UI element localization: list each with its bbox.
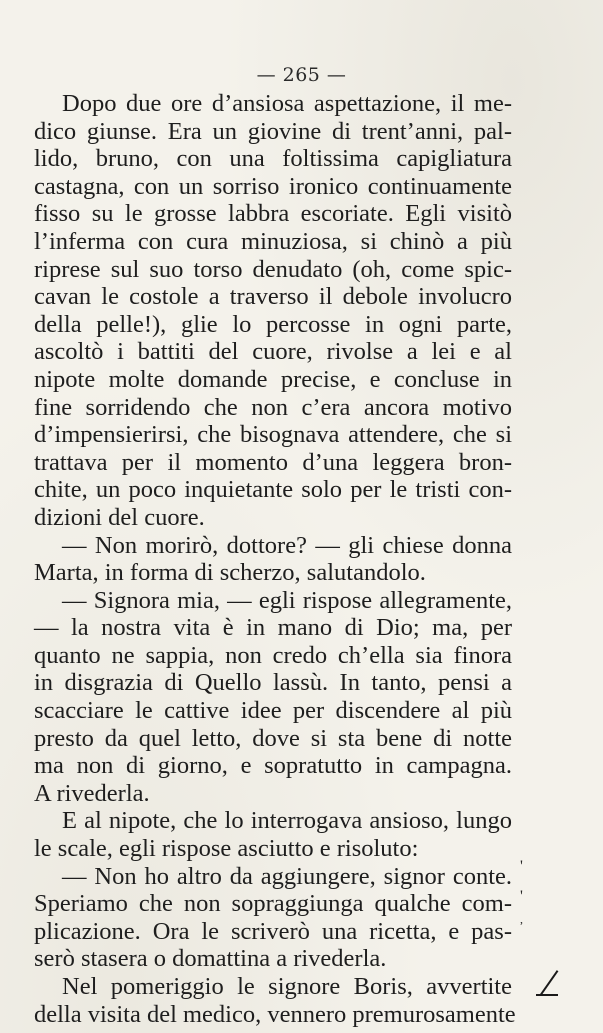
text-line: d’impensierirsi, che bisognava attendere, che si [34, 421, 512, 449]
text-line: Marta, in forma di scherzo, salutandolo. [34, 559, 426, 587]
text-line: ascoltò i battiti del cuore, rivolse a lei e al [34, 338, 512, 366]
text-line: l’inferma con cura minuziosa, si chinò a più [34, 227, 512, 255]
text-line: trattava per il momento d’una leggera bron- [34, 448, 512, 476]
text-line: — Signora mia, — egli rispose allegramente, [62, 586, 512, 614]
text-line: riprese sul suo torso denudato (oh, come spic- [34, 255, 512, 283]
text-line: quanto ne sappia, non credo ch’ella sia finora [34, 641, 512, 669]
pencil-mark-underline [536, 994, 558, 996]
text-line: presto da quel letto, dove si sta bene di notte [34, 724, 512, 752]
text-line: — la nostra vita è in mano di Dio; ma, per [34, 614, 512, 642]
text-line: — Non morirò, dottore? — gli chiese donna [62, 531, 512, 559]
text-line: Speriamo che non sopraggiunga qualche com- [34, 890, 512, 918]
margin-mark: ' [520, 888, 523, 905]
body-text [34, 90, 516, 1028]
text-line: dico giunse. Era un giovine di trent’anni, pal- [34, 117, 512, 145]
text-line: castagna, con un sorriso ironico continuamente [34, 172, 512, 200]
text-line: E al nipote, che lo interrogava ansioso, lungo [62, 807, 512, 835]
text-line: nipote molte domande precise, e concluse in [34, 365, 512, 393]
text-line: fisso su le grosse labbra escoriate. Egli visitò [34, 200, 512, 228]
text-line: fine sorridendo che non c’era ancora motivo [34, 393, 512, 421]
text-line: ma non di giorno, e sopratutto in campagna. [34, 752, 512, 780]
page-number: — 265 — [256, 64, 347, 86]
text-line: lido, bruno, con una foltissima capigliatura [34, 145, 512, 173]
text-line: chite, un poco inquietante solo per le tristi con- [34, 476, 512, 504]
text-line: scacciare le cattive idee per discendere al più [34, 697, 512, 725]
text-line: A rivederla. [34, 779, 150, 807]
text-line: della pelle!), glie lo percosse in ogni parte, [34, 310, 512, 338]
text-line: — Non ho altro da aggiungere, signor conte. [62, 862, 512, 890]
text-line: dizioni del cuore. [34, 503, 205, 531]
text-line: Dopo due ore d’ansiosa aspettazione, il me- [62, 90, 512, 117]
text-line: le scale, egli rispose asciutto e risoluto: [34, 835, 419, 863]
pencil-mark [540, 970, 559, 996]
text-line: Nel pomeriggio le signore Boris, avvertite [62, 973, 512, 1000]
text-line: serò stasera o domattina a rivederla. [34, 945, 387, 973]
margin-mark: ' [520, 858, 523, 875]
text-line: in disgrazia di Quello lassù. In tanto, pensi a [34, 669, 512, 697]
text-line: plicazione. Ora le scriverò una ricetta, e pas- [34, 917, 512, 945]
text-line: della visita del medico, vennero premurosamente [34, 1000, 516, 1028]
margin-mark: , [520, 912, 523, 926]
text-line: cavan le costole a traverso il debole involucro [34, 283, 512, 311]
